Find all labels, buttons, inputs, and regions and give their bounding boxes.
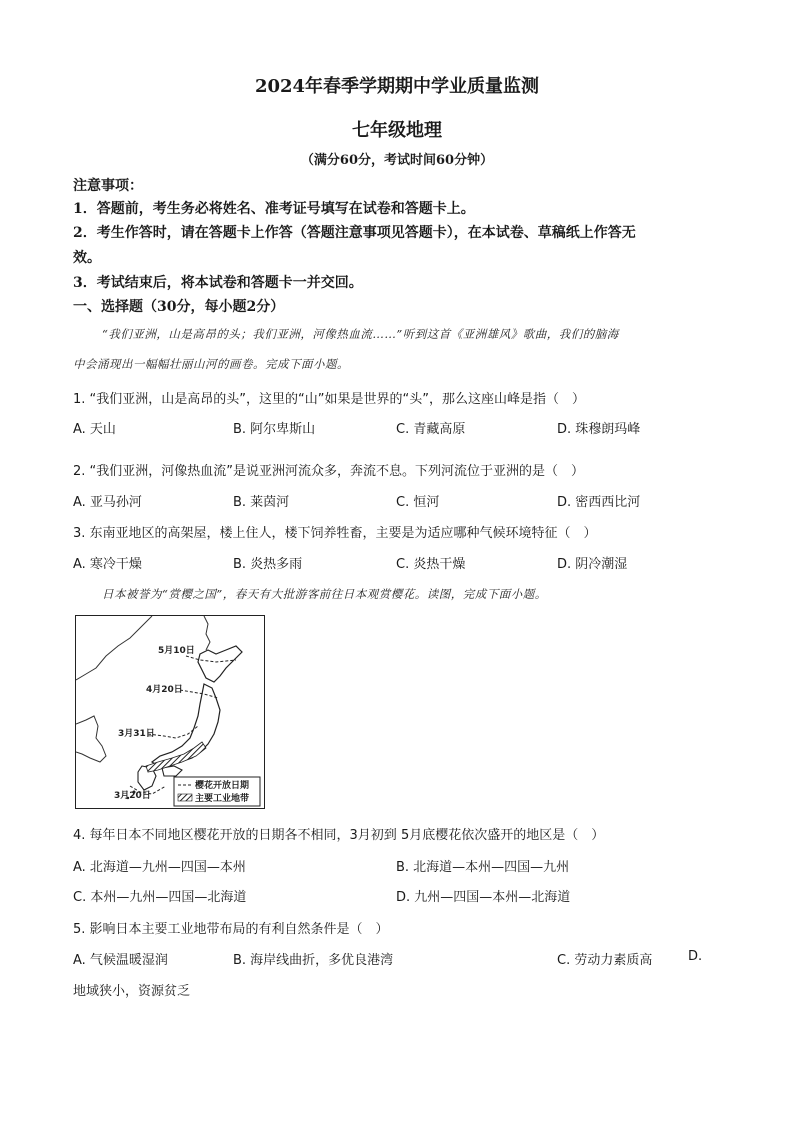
section-heading: 一、选择题（30分，每小题2分） [73, 299, 285, 315]
legend-industrial-belt: 主要工业地带 [195, 794, 250, 804]
question-4-option-c[interactable]: C. 本州—九州—四国—北海道 [73, 890, 247, 905]
notes-heading: 注意事项： [73, 178, 143, 194]
exam-subject: 七年级地理 [352, 120, 442, 141]
question-1-option-b[interactable]: B. 阿尔卑斯山 [233, 422, 316, 437]
question-3-option-c[interactable]: C. 炎热干燥 [396, 557, 466, 572]
question-4-option-b[interactable]: B. 北海道—本州—四国—九州 [396, 860, 570, 875]
date-label-mar-20: 3月20日 [114, 791, 151, 801]
question-3-option-d[interactable]: D. 阴冷潮湿 [557, 557, 628, 572]
mainland-coastline [76, 616, 152, 680]
question-5-option-d-prefix[interactable]: D. [688, 949, 703, 964]
note-item-2-line-1: 2．考生作答时，请在答题卡上作答（答题注意事项见答题卡），在本试卷、草稿纸上作答无 [73, 225, 636, 241]
question-4-option-a[interactable]: A. 北海道—九州—四国—本州 [73, 860, 246, 875]
hokkaido-island [198, 646, 242, 682]
question-1-option-d[interactable]: D. 珠穆朗玛峰 [557, 422, 641, 437]
score-info: （满分60分，考试时间60分钟） [300, 153, 494, 168]
date-label-mar-31: 3月31日 [118, 729, 155, 739]
intro-2: 日本被誉为“赏樱之国”，春天有大批游客前往日本观赏樱花。读图，完成下面小题。 [102, 587, 547, 601]
question-1-stem: 1. “我们亚洲，山是高昂的头”，这里的“山”如果是世界的“头”，那么这座山峰是指（ ） [73, 392, 585, 407]
question-5-option-c[interactable]: C. 劳动力素质高 [557, 953, 653, 968]
japan-cherry-blossom-map [75, 615, 265, 809]
note-item-3: 3．考试结束后，将本试卷和答题卡一并交回。 [73, 275, 363, 291]
intro-line-2: 中会涌现出一幅幅壮丽山河的画卷。完成下面小题。 [73, 357, 349, 371]
question-5-option-d-text[interactable]: 地域狭小，资源贫乏 [73, 984, 191, 999]
question-5-stem: 5. 影响日本主要工业地带布局的有利自然条件是（ ） [73, 922, 389, 937]
sakhalin-island [204, 616, 210, 650]
question-5-option-b[interactable]: B. 海岸线曲折，多优良港湾 [233, 953, 394, 968]
question-4-stem: 4. 每年日本不同地区樱花开放的日期各不相同，3月初到 5月底樱花依次盛开的地区是（ ） [73, 828, 605, 843]
question-1-option-c[interactable]: C. 青藏高原 [396, 422, 466, 437]
question-2-option-c[interactable]: C. 恒河 [396, 495, 440, 510]
intro-line-1: “我们亚洲，山是高昂的头；我们亚洲，河像热血流……”听到这首《亚洲雄风》歌曲，我们的脑海 [102, 327, 619, 341]
exam-title: 2024年春季学期期中学业质量监测 [254, 76, 540, 97]
legend-hatch-icon [178, 794, 192, 801]
question-1-option-a[interactable]: A. 天山 [73, 422, 116, 437]
question-2-option-d[interactable]: D. 密西西比河 [557, 495, 641, 510]
question-2-option-b[interactable]: B. 莱茵河 [233, 495, 290, 510]
note-item-1: 1．答题前，考生务必将姓名、准考证号填写在试卷和答题卡上。 [73, 201, 475, 217]
date-label-may-10: 5月10日 [158, 646, 195, 656]
question-3-stem: 3. 东南亚地区的高架屋，楼上住人，楼下饲养牲畜，主要是为适应哪种气候环境特征（ ） [73, 526, 597, 541]
question-5-option-a[interactable]: A. 气候温暖湿润 [73, 953, 168, 968]
question-3-option-b[interactable]: B. 炎热多雨 [233, 557, 303, 572]
question-3-option-a[interactable]: A. 寒冷干燥 [73, 557, 142, 572]
question-4-option-d[interactable]: D. 九州—四国—本州—北海道 [396, 890, 571, 905]
legend-blossom-date: 樱花开放日期 [195, 781, 250, 791]
note-item-2-line-2: 效。 [73, 250, 101, 266]
question-2-stem: 2. “我们亚洲，河像热血流”是说亚洲河流众多，奔流不息。下列河流位于亚洲的是（ ） [73, 464, 585, 479]
korea-peninsula [76, 716, 106, 762]
date-label-apr-20: 4月20日 [146, 685, 183, 695]
question-2-option-a[interactable]: A. 亚马孙河 [73, 495, 142, 510]
